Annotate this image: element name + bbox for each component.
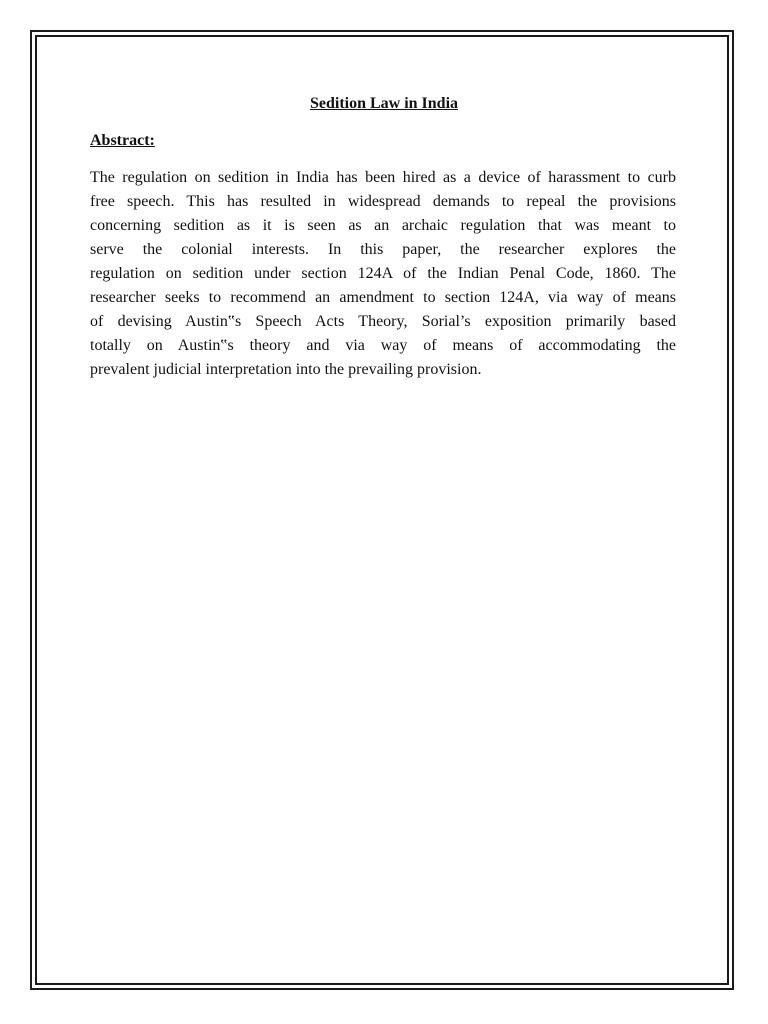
abstract-heading: Abstract: <box>90 132 155 149</box>
abstract-paragraph <box>90 166 676 382</box>
abstract-line: regulation on sedition under section 124A of the Indian Penal Code, 1860. The <box>90 265 676 282</box>
abstract-line: concerning sedition as it is seen as an archaic regulation that was meant to <box>90 217 676 234</box>
abstract-line: of devising Austin‟s Speech Acts Theory, Sorial’s exposition primarily based <box>90 313 676 330</box>
abstract-line: prevalent judicial interpretation into the prevailing provision. <box>90 361 482 378</box>
abstract-line: totally on Austin‟s theory and via way of means of accommodating the <box>90 337 676 354</box>
abstract-line: researcher seeks to recommend an amendment to section 124A, via way of means <box>90 289 676 306</box>
abstract-line: serve the colonial interests. In this paper, the researcher explores the <box>90 241 676 258</box>
abstract-line: The regulation on sedition in India has been hired as a device of harassment to curb <box>90 169 676 186</box>
document-title: Sedition Law in India <box>309 95 459 112</box>
abstract-line: free speech. This has resulted in widespread demands to repeal the provisions <box>90 193 676 210</box>
